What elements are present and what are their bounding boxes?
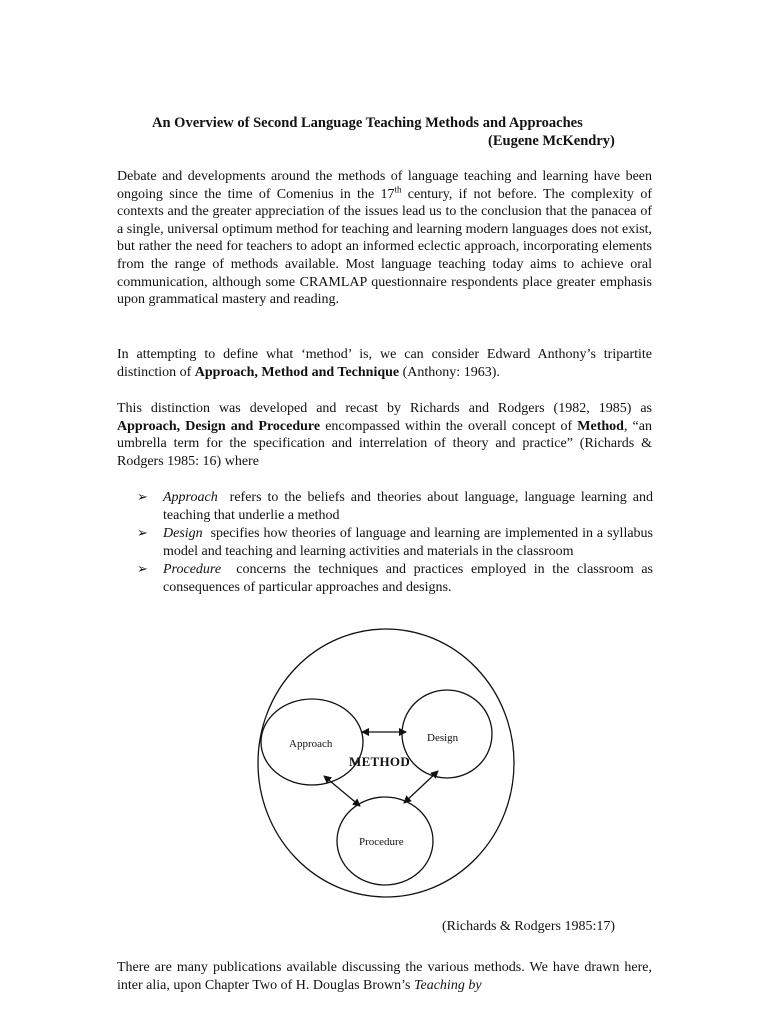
paragraph-richards-rodgers — [117, 400, 652, 470]
list-item-text: refers to the beliefs and theories about language, language learning and teaching that underlie a method — [163, 490, 657, 523]
bold-term: Method — [577, 418, 624, 434]
list-item — [137, 489, 657, 524]
paragraph-publications — [117, 959, 652, 994]
definition-list — [137, 489, 657, 598]
paragraph-text: century, if not before. The complexity of contexts and the greater appreciation of the issues lead us to the conclusion that the panacea of a single, universal optimum method for teaching and learning modern languages does not exist, but rather the need for teachers to adopt an informed eclectic approach, incorporating elements from the range of methods available. Most language teaching today aims to achieve oral communication, although some CRAMLAP questionnaire respondents place greater emphasis upon grammatical mastery and reading. — [117, 186, 652, 308]
design-label: Design — [427, 732, 459, 744]
approach-procedure-arrow — [324, 776, 360, 806]
list-item — [137, 561, 657, 596]
document-title: An Overview of Second Language Teaching Methods and Approaches — [152, 115, 583, 131]
superscript: th — [394, 183, 402, 194]
figure-citation: (Richards & Rodgers 1985:17) — [442, 919, 616, 934]
paragraph-text: There are many publications available discussing the various methods. We have drawn here, inter alia, upon Chapter Two of H. Douglas Brown’s — [117, 960, 652, 993]
list-item-term: Procedure — [163, 562, 222, 578]
arrow-bullet-icon: ➢ — [137, 526, 148, 542]
approach-label: Approach — [289, 738, 333, 750]
paragraph-anthony — [117, 346, 652, 381]
method-diagram — [250, 625, 530, 900]
paragraph-text: This distinction was developed and recast by Richards and Rodgers (1982, 1985) as — [117, 401, 652, 416]
paragraph-intro — [117, 168, 652, 309]
bold-term: Approach, Design and Procedure — [117, 418, 321, 434]
list-item-text: concerns the techniques and practices employed in the classroom as consequences of particular approaches and designs. — [163, 562, 657, 595]
paragraph-text: In attempting to define what ‘method’ is, we can consider Edward Anthony’s tripartite distinction of — [117, 347, 652, 380]
paragraph-text: , “an umbrella term for the specification and interrelation of theory and practice” (Richards & Rodgers 1985: 16) where — [117, 418, 652, 469]
paragraph-text: (Anthony: 1963). — [399, 364, 500, 380]
list-item-term: Design — [163, 526, 203, 542]
method-label: METHOD — [349, 754, 411, 769]
list-item — [137, 525, 657, 560]
design-procedure-arrow — [404, 771, 438, 803]
paragraph-text: Debate and developments around the methods of language teaching and learning have been ongoing since the time of Comenius in the 17 — [117, 169, 652, 202]
paragraph-text: encompassed within the overall concept of — [320, 418, 578, 434]
arrow-bullet-icon: ➢ — [137, 562, 148, 578]
list-item-term: Approach — [163, 490, 218, 505]
list-item-text: specifies how theories of language and learning are implemented in a syllabus model and teaching and learning activities and materials in the classroom — [163, 526, 657, 559]
procedure-label: Procedure — [359, 836, 404, 848]
arrow-bullet-icon: ➢ — [137, 490, 148, 505]
book-title-italic: Teaching by — [414, 977, 482, 993]
document-author: (Eugene McKendry) — [488, 133, 615, 149]
bold-term: Approach, Method and Technique — [194, 364, 400, 380]
